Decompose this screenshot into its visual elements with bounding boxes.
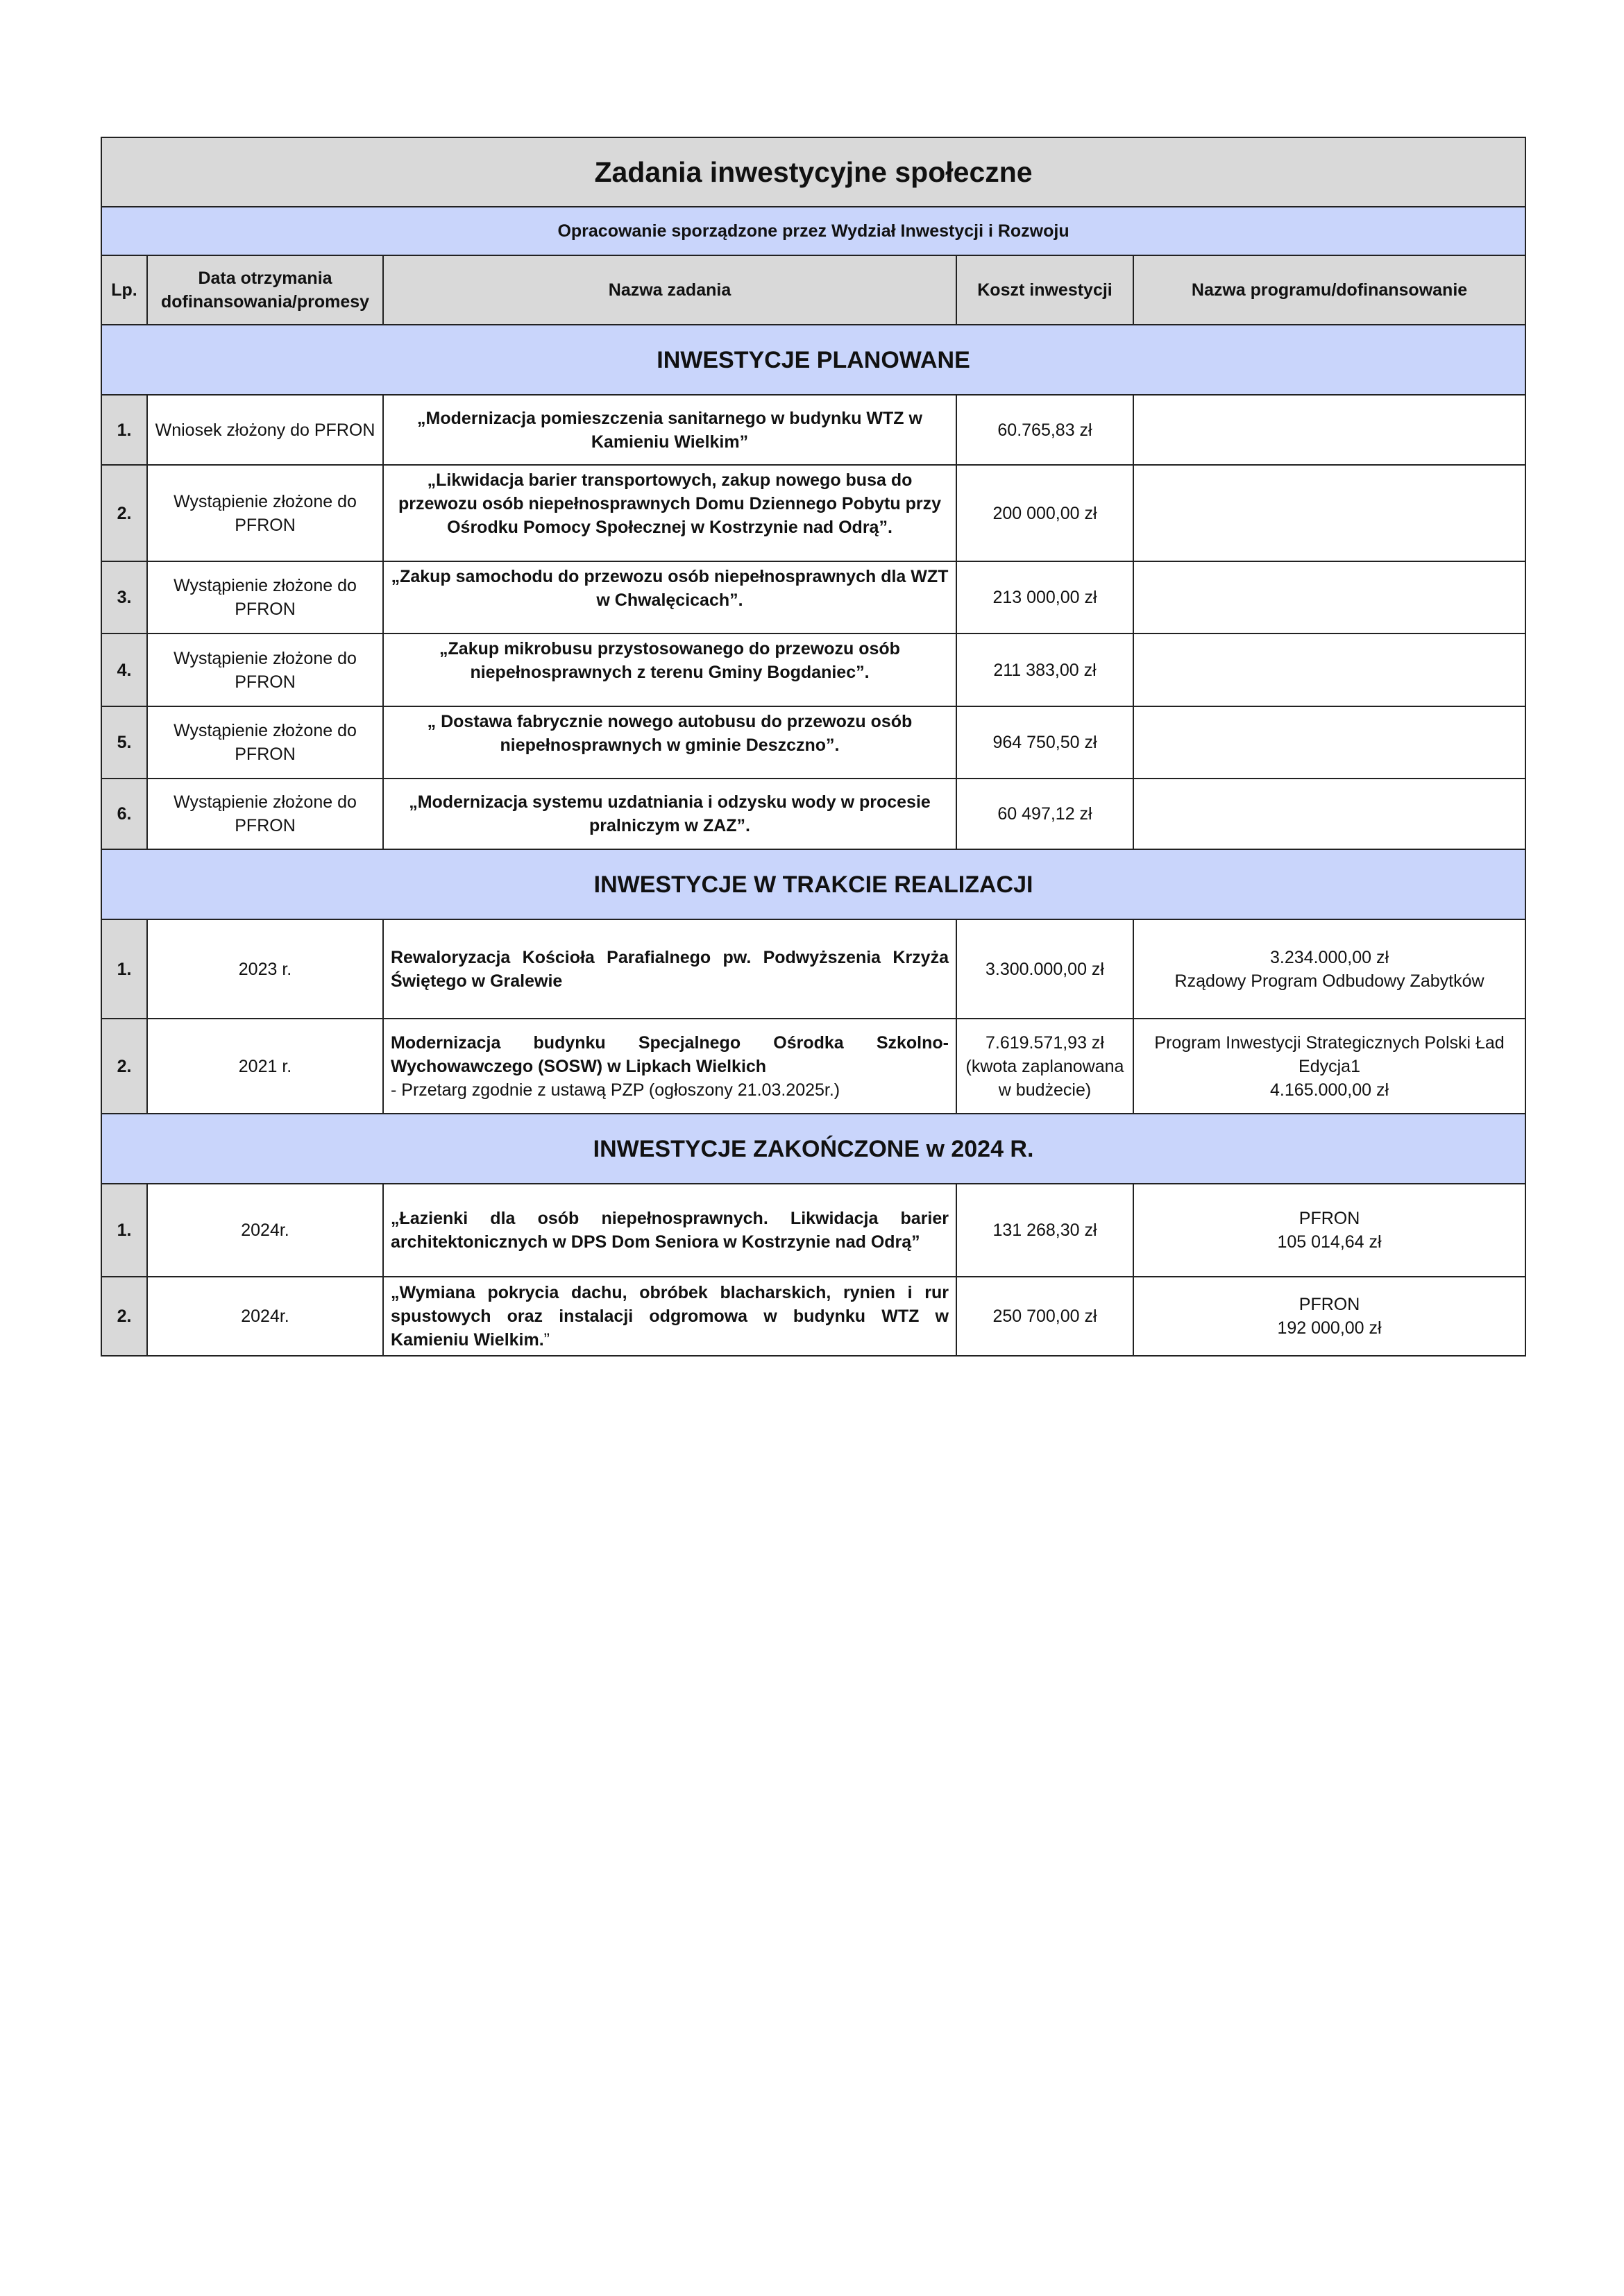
row-cost: 200 000,00 zł (956, 465, 1133, 561)
row-cost: 131 268,30 zł (956, 1184, 1133, 1277)
row-lp: 1. (101, 1184, 147, 1277)
row-lp: 6. (101, 779, 147, 849)
section-planned-title: INWESTYCJE PLANOWANE (101, 325, 1525, 395)
row-program (1133, 395, 1525, 465)
header-cost: Koszt inwestycji (956, 255, 1133, 325)
row-cost: 60 497,12 zł (956, 779, 1133, 849)
row-cost: 60.765,83 zł (956, 395, 1133, 465)
row-cost: 211 383,00 zł (956, 633, 1133, 706)
table-row (101, 465, 1525, 561)
investments-table (101, 137, 1526, 1357)
row-cost: 964 750,50 zł (956, 706, 1133, 779)
row-program (1133, 919, 1525, 1019)
row-cost: 213 000,00 zł (956, 561, 1133, 633)
row-cost: 3.300.000,00 zł (956, 919, 1133, 1019)
row-program (1133, 1184, 1525, 1277)
row-lp: 2. (101, 465, 147, 561)
row-program (1133, 465, 1525, 561)
row-date: Wystąpienie złożone do PFRON (147, 561, 383, 633)
row-name-text: Rewaloryzacja Kościoła Parafialnego pw. Podwyższenia Krzyża Świętego w Gralewie (391, 947, 949, 991)
row-date: Wystąpienie złożone do PFRON (147, 633, 383, 706)
row-date: Wystąpienie złożone do PFRON (147, 779, 383, 849)
row-program (1133, 1019, 1525, 1114)
table-row (101, 561, 1525, 633)
table-row (101, 1184, 1525, 1277)
program-name: Program Inwestycji Strategicznych Polski Ład Edycja1 (1154, 1032, 1505, 1076)
row-date: 2024r. (147, 1277, 383, 1356)
row-cost: 7.619.571,93 zł (kwota zaplanowana w budżecie) (956, 1019, 1133, 1114)
table-row (101, 779, 1525, 849)
row-name: „ Dostawa fabrycznie nowego autobusu do przewozu osób niepełnosprawnych w gminie Deszczno”. (383, 706, 956, 779)
table-row (101, 706, 1525, 779)
row-date: 2023 r. (147, 919, 383, 1019)
row-lp: 5. (101, 706, 147, 779)
page-subtitle: Opracowanie sporządzone przez Wydział Inwestycji i Rozwoju (101, 207, 1525, 255)
row-name-text: „Wymiana pokrycia dachu, obróbek blacharskich, rynien i rur spustowych oraz instalacji odgromowa w budynku WTZ w Kamieniu Wielkim. (391, 1283, 949, 1350)
row-name: „Modernizacja systemu uzdatniania i odzysku wody w procesie pralniczym w ZAZ”. (383, 779, 956, 849)
table-row (101, 1277, 1525, 1356)
row-name-text: „Łazienki dla osób niepełnosprawnych. Likwidacja barier architektonicznych w DPS Dom Seniora w Kostrzynie nad Odrą” (391, 1209, 949, 1252)
table-row (101, 1019, 1525, 1114)
row-lp: 1. (101, 395, 147, 465)
row-name-text: Modernizacja budynku Specjalnego Ośrodka Szkolno-Wychowawczego (SOSW) w Lipkach Wielkich (391, 1032, 949, 1076)
row-program (1133, 1277, 1525, 1356)
row-name: „Modernizacja pomieszczenia sanitarnego w budynku WTZ w Kamieniu Wielkim” (383, 395, 956, 465)
row-name (383, 1184, 956, 1277)
program-amount: 4.165.000,00 zł (1270, 1080, 1389, 1100)
row-name: „Likwidacja barier transportowych, zakup nowego busa do przewozu osób niepełnosprawnych Domu Dziennego Pobytu przy Ośrodku Pomocy Społecznej w Kostrzynie nad Odrą”. (383, 465, 956, 561)
row-program (1133, 633, 1525, 706)
program-name: PFRON (1299, 1295, 1360, 1314)
program-amount: 192 000,00 zł (1277, 1318, 1382, 1338)
row-name (383, 919, 956, 1019)
row-name: „Zakup mikrobusu przystosowanego do przewozu osób niepełnosprawnych z terenu Gminy Bogdaniec”. (383, 633, 956, 706)
row-date: 2021 r. (147, 1019, 383, 1114)
row-date: 2024r. (147, 1184, 383, 1277)
page-title: Zadania inwestycyjne społeczne (101, 137, 1525, 207)
row-lp: 2. (101, 1019, 147, 1114)
row-name-note: - Przetarg zgodnie z ustawą PZP (ogłoszony 21.03.2025r.) (391, 1080, 840, 1100)
table-row (101, 633, 1525, 706)
row-name-tail: ” (543, 1330, 550, 1350)
row-name: „Zakup samochodu do przewozu osób niepełnosprawnych dla WZT w Chwalęcicach”. (383, 561, 956, 633)
row-name (383, 1277, 956, 1356)
row-lp: 2. (101, 1277, 147, 1356)
row-date: Wniosek złożony do PFRON (147, 395, 383, 465)
header-name: Nazwa zadania (383, 255, 956, 325)
row-cost: 250 700,00 zł (956, 1277, 1133, 1356)
program-name: PFRON (1299, 1209, 1360, 1228)
row-program (1133, 779, 1525, 849)
section-in-progress-title: INWESTYCJE W TRAKCIE REALIZACJI (101, 849, 1525, 919)
header-row (101, 255, 1525, 325)
section-completed-title: INWESTYCJE ZAKOŃCZONE w 2024 R. (101, 1114, 1525, 1184)
row-program (1133, 706, 1525, 779)
row-lp: 3. (101, 561, 147, 633)
table-row (101, 919, 1525, 1019)
table-row (101, 395, 1525, 465)
row-date: Wystąpienie złożone do PFRON (147, 706, 383, 779)
program-amount: 3.234.000,00 zł (1270, 947, 1389, 967)
header-date: Data otrzymania dofinansowania/promesy (147, 255, 383, 325)
header-program: Nazwa programu/dofinansowanie (1133, 255, 1525, 325)
row-lp: 4. (101, 633, 147, 706)
program-name: Rządowy Program Odbudowy Zabytków (1174, 971, 1485, 991)
row-date: Wystąpienie złożone do PFRON (147, 465, 383, 561)
program-amount: 105 014,64 zł (1277, 1232, 1382, 1252)
header-lp: Lp. (101, 255, 147, 325)
row-lp: 1. (101, 919, 147, 1019)
row-program (1133, 561, 1525, 633)
row-name (383, 1019, 956, 1114)
